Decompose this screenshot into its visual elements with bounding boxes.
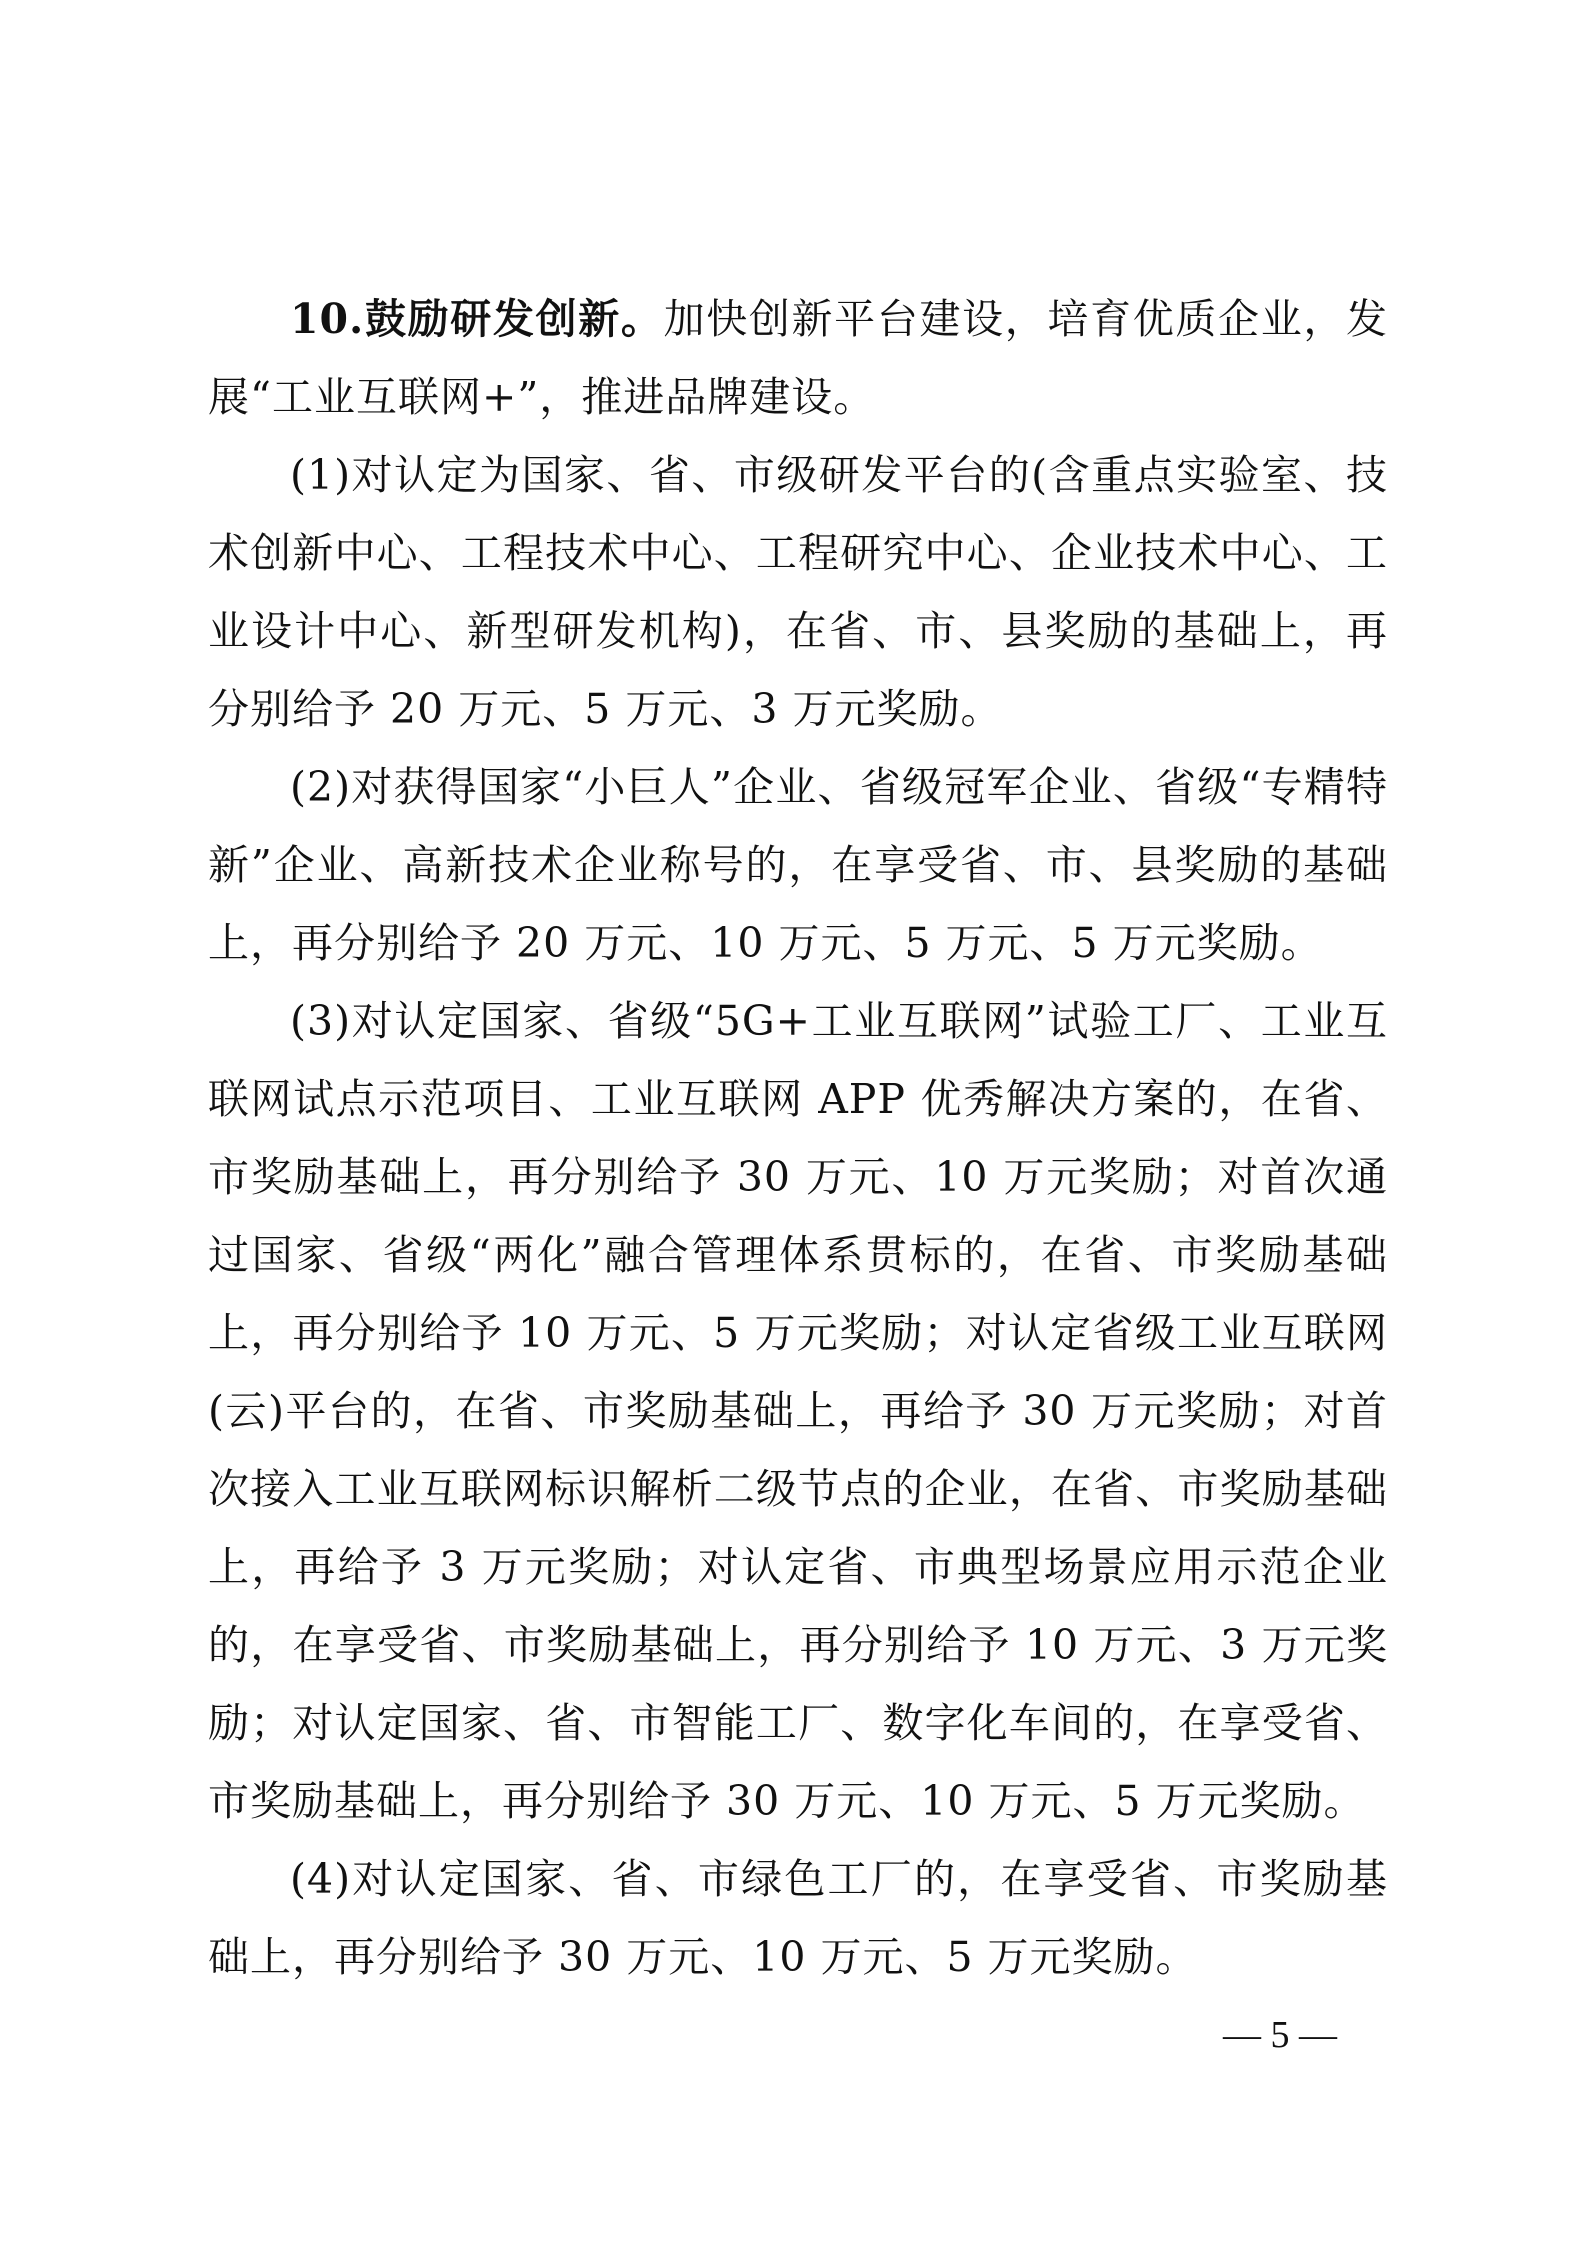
paragraph-10-2: (2)对获得国家“小巨人”企业、省级冠军企业、省级“专精特新”企业、高新技术企业称号的，在享受省、市、县奖励的基础上，再分别给予 20 万元、10 万元、5 万元、5 万元奖励。 [208,763,1388,967]
paragraph-text: 加快创新平台建设，培育优质企业，发展“工业互联网+”，推进品牌建设。 [208,295,1388,421]
paragraph-10-4: (4)对认定国家、省、市绿色工厂的，在享受省、市奖励基础上，再分别给予 30 万元、10 万元、5 万元奖励。 [208,1855,1388,1981]
document-body [208,280,1388,1996]
paragraph-10-3: (3)对认定国家、省级“5G+工业互联网”试验工厂、工业互联网试点示范项目、工业互联网 APP 优秀解决方案的，在省、市奖励基础上，再分别给予 30 万元、10 万元奖励；对首次通过国家、省级“两化”融合管理体系贯标的，在省、市奖励基础上，再分别给予 10 万元、5 万元奖励；对认定省级工业互联网(云)平台的，在省、市奖励基础上，再给予 30 万元奖励；对首次接入工业互联网标识解析二级节点的企业，在省、市奖励基础上，再给予 3 万元奖励；对认定省、市典型场景应用示范企业的，在享受省、市奖励基础上，再分别给予 10 万元、3 万元奖励；对认定国家、省、市智能工厂、数字化车间的，在享受省、市奖励基础上，再分别给予 30 万元、10 万元、5 万元奖励。 [208,997,1388,1825]
section-heading: 10.鼓励研发创新。 [290,295,664,343]
paragraph-10 [208,280,1388,436]
page-number: — 5 — [1223,2014,1337,2056]
paragraph-10-1: (1)对认定为国家、省、市级研发平台的(含重点实验室、技术创新中心、工程技术中心、工程研究中心、企业技术中心、工业设计中心、新型研发机构)，在省、市、县奖励的基础上，再分别给予 20 万元、5 万元、3 万元奖励。 [208,451,1388,733]
